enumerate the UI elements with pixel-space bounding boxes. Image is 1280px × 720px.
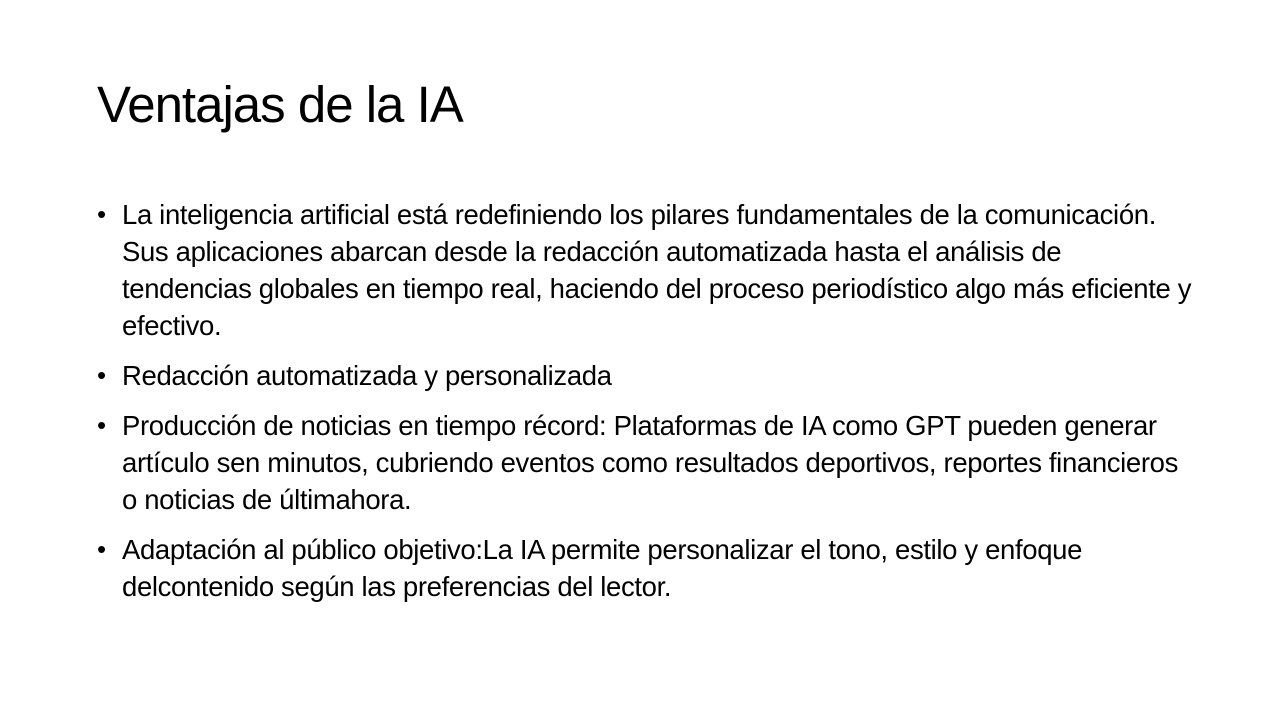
bullet-item [97,531,1197,605]
bullet-item [97,196,1197,344]
bullet-item [97,357,1197,394]
bullet-text: Producción de noticias en tiempo récord: Plataformas de IA como GPT pueden generar artículo sen minutos, cubriendo eventos como resultados deportivos, reportes financieros o noticias de últimahora. [122,410,1179,515]
bullet-dot-icon: • [97,199,106,229]
bullet-text: Redacción automatizada y personalizada [122,360,612,391]
bullet-dot-icon: • [97,410,106,440]
bullet-dot-icon: • [97,360,106,390]
bullet-text: La inteligencia artificial está redefiniendo los pilares fundamentales de la comunicación. Sus aplicaciones abarcan desde la redacción automatizada hasta el análisis de tendencias globales en tiempo real, haciendo del proceso periodístico algo más eficiente y efectivo. [122,199,1192,341]
bullet-list [97,196,1197,618]
bullet-text: Adaptación al público objetivo:La IA permite personalizar el tono, estilo y enfoque delcontenido según las preferencias del lector. [122,534,1083,602]
slide-title: Ventajas de la IA [97,76,463,133]
bullet-item [97,407,1197,518]
bullet-dot-icon: • [97,534,106,564]
